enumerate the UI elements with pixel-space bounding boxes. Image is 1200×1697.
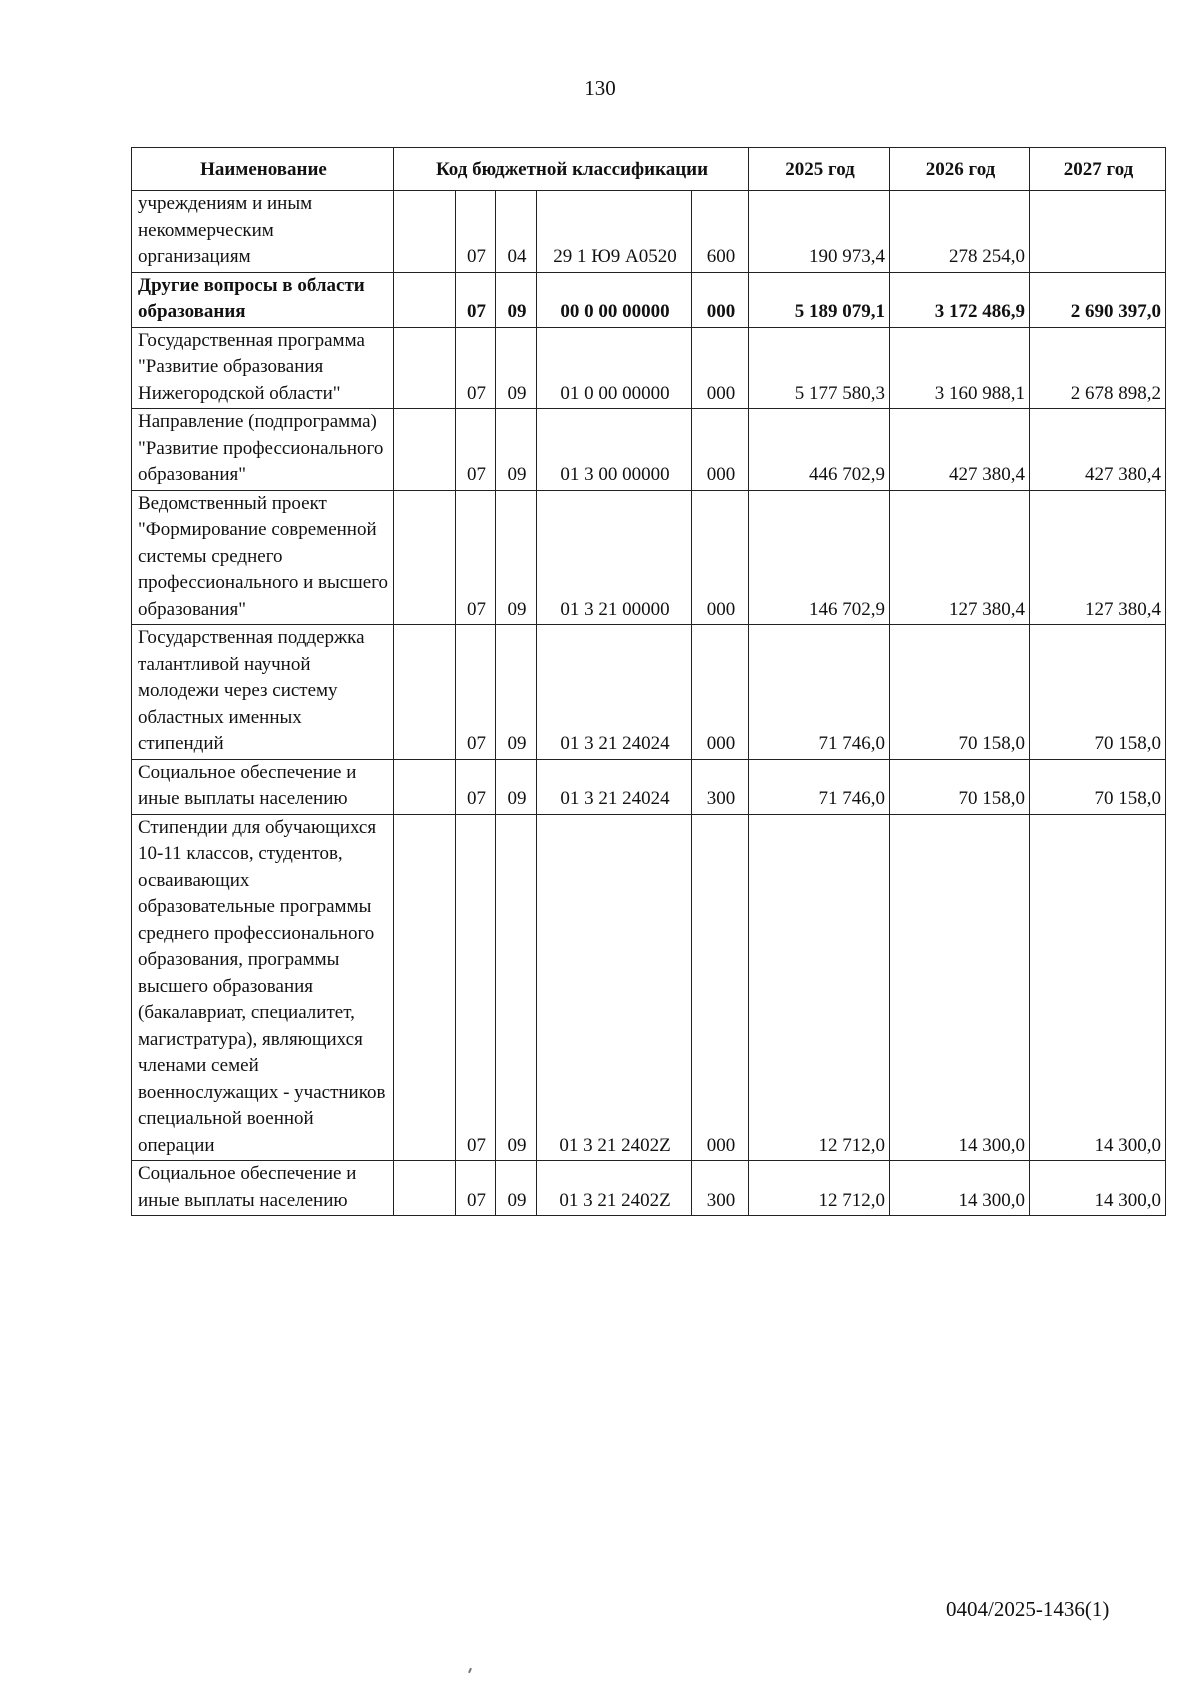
row-expense-type: 300 [692,1161,749,1216]
row-name: Государственная поддержка талантливой научной молодежи через систему областных именных стипендий [132,625,394,760]
table-row [132,191,1166,273]
row-value-2027: 14 300,0 [1030,814,1166,1161]
table-header-row [132,148,1166,191]
row-subsection: 09 [496,327,537,409]
row-spacer [394,1161,456,1216]
document-code: 0404/2025-1436(1) [946,1597,1110,1621]
row-expense-type: 600 [692,191,749,273]
row-value-2027: 14 300,0 [1030,1161,1166,1216]
row-name: учреждениям и иным некоммерческим организациям [132,191,394,273]
row-value-2026: 70 158,0 [890,625,1030,760]
row-name: Направление (подпрограмма) "Развитие профессионального образования" [132,409,394,491]
scan-mark [468,1668,472,1673]
header-2025: 2025 год [749,148,890,191]
row-target-item: 01 3 21 00000 [537,490,692,625]
row-name: Социальное обеспечение и иные выплаты населению [132,1161,394,1216]
row-section: 07 [456,272,496,327]
row-target-item: 01 3 00 00000 [537,409,692,491]
header-2026: 2026 год [890,148,1030,191]
row-subsection: 09 [496,490,537,625]
row-spacer [394,409,456,491]
row-value-2027: 127 380,4 [1030,490,1166,625]
row-section: 07 [456,327,496,409]
row-value-2027: 2 678 898,2 [1030,327,1166,409]
row-value-2025: 146 702,9 [749,490,890,625]
row-subsection: 04 [496,191,537,273]
row-value-2026: 427 380,4 [890,409,1030,491]
row-target-item: 01 3 21 24024 [537,625,692,760]
header-code: Код бюджетной классификации [394,148,749,191]
row-target-item: 01 3 21 24024 [537,759,692,814]
row-target-item: 01 0 00 00000 [537,327,692,409]
row-section: 07 [456,625,496,760]
row-expense-type: 300 [692,759,749,814]
row-value-2026: 70 158,0 [890,759,1030,814]
header-name: Наименование [132,148,394,191]
row-value-2027: 2 690 397,0 [1030,272,1166,327]
row-value-2025: 5 189 079,1 [749,272,890,327]
row-subsection: 09 [496,409,537,491]
row-value-2027: 70 158,0 [1030,625,1166,760]
row-section: 07 [456,409,496,491]
row-expense-type: 000 [692,327,749,409]
row-value-2025: 71 746,0 [749,759,890,814]
row-target-item: 00 0 00 00000 [537,272,692,327]
row-value-2026: 3 172 486,9 [890,272,1030,327]
row-spacer [394,814,456,1161]
row-value-2025: 71 746,0 [749,625,890,760]
row-value-2025: 190 973,4 [749,191,890,273]
row-expense-type: 000 [692,490,749,625]
row-section: 07 [456,759,496,814]
row-spacer [394,625,456,760]
row-section: 07 [456,1161,496,1216]
row-name: Государственная программа "Развитие образования Нижегородской области" [132,327,394,409]
row-value-2027: 70 158,0 [1030,759,1166,814]
row-name: Другие вопросы в области образования [132,272,394,327]
row-section: 07 [456,814,496,1161]
row-spacer [394,327,456,409]
row-subsection: 09 [496,1161,537,1216]
row-expense-type: 000 [692,625,749,760]
row-expense-type: 000 [692,272,749,327]
page-number: 130 [584,76,616,100]
row-value-2027: 427 380,4 [1030,409,1166,491]
row-subsection: 09 [496,759,537,814]
row-value-2027 [1030,191,1166,273]
row-expense-type: 000 [692,814,749,1161]
table-row [132,327,1166,409]
row-subsection: 09 [496,625,537,760]
row-value-2026: 14 300,0 [890,814,1030,1161]
table-row [132,409,1166,491]
row-value-2025: 446 702,9 [749,409,890,491]
row-name: Социальное обеспечение и иные выплаты населению [132,759,394,814]
table-row [132,625,1166,760]
row-target-item: 29 1 Ю9 А0520 [537,191,692,273]
row-value-2026: 3 160 988,1 [890,327,1030,409]
row-name: Ведомственный проект "Формирование современной системы среднего профессионального и высшего образования" [132,490,394,625]
row-value-2025: 12 712,0 [749,814,890,1161]
row-expense-type: 000 [692,409,749,491]
row-subsection: 09 [496,272,537,327]
row-subsection: 09 [496,814,537,1161]
row-value-2026: 278 254,0 [890,191,1030,273]
row-value-2026: 14 300,0 [890,1161,1030,1216]
header-2027: 2027 год [1030,148,1166,191]
row-spacer [394,191,456,273]
row-section: 07 [456,191,496,273]
table-row [132,1161,1166,1216]
table-row [132,490,1166,625]
row-value-2025: 12 712,0 [749,1161,890,1216]
table-row [132,272,1166,327]
row-spacer [394,759,456,814]
budget-table [131,147,1166,1216]
row-spacer [394,272,456,327]
row-section: 07 [456,490,496,625]
row-value-2025: 5 177 580,3 [749,327,890,409]
table-row [132,814,1166,1161]
table-row [132,759,1166,814]
row-target-item: 01 3 21 2402Z [537,1161,692,1216]
row-target-item: 01 3 21 2402Z [537,814,692,1161]
row-name: Стипендии для обучающихся 10-11 классов, студентов, осваивающих образовательные программы среднего профессионального образования, программы высшего образования (бакалавриат, специалитет, магистратура), являющихся членами семей военнослужащих - участников специальной военной операции [132,814,394,1161]
row-spacer [394,490,456,625]
row-value-2026: 127 380,4 [890,490,1030,625]
